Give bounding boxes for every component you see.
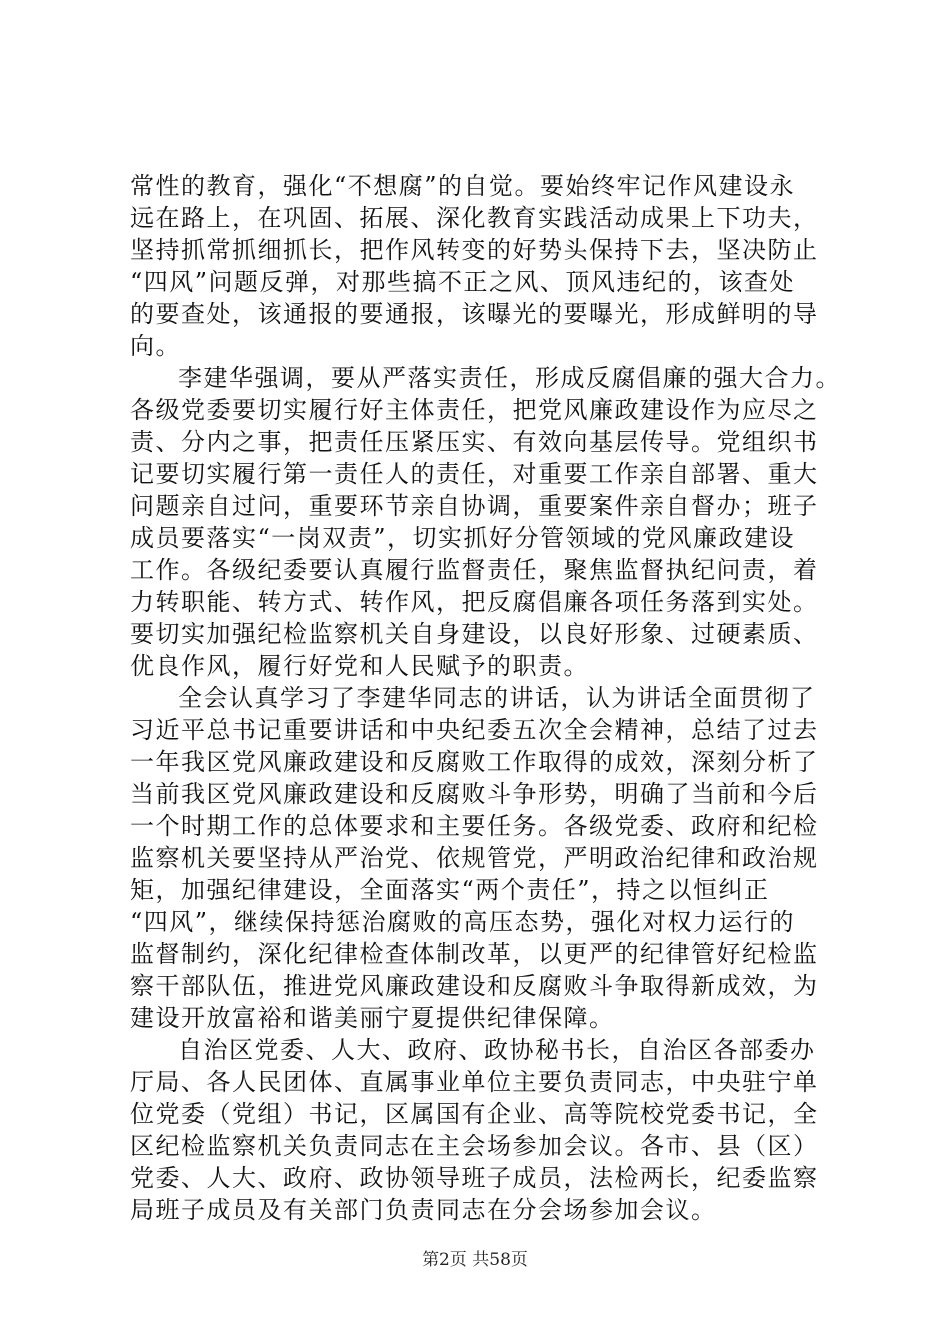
text-line: 监督制约，深化纪律检查体制改革，以更严的纪律管好纪检监 <box>130 940 819 968</box>
text-line: 各级党委要切实履行好主体责任，把党风廉政建设作为应尽之 <box>130 396 819 424</box>
text-line: 常性的教育，强化“不想腐”的自觉。要始终牢记作风建设永 <box>130 172 796 200</box>
page-number-footer: 第2页 共58页 <box>422 1250 528 1270</box>
text-line: 记要切实履行第一责任人的责任，对重要工作亲自部署、重大 <box>130 460 819 488</box>
text-line: 责、分内之事，把责任压紧压实、有效向基层传导。党组织书 <box>130 428 819 456</box>
text-line: 矩，加强纪律建设，全面落实“两个责任”，持之以恒纠正 <box>130 876 770 904</box>
document-body <box>130 170 841 1226</box>
text-line: “四风”，继续保持惩治腐败的高压态势，强化对权力运行的 <box>130 908 796 936</box>
text-line: 一个时期工作的总体要求和主要任务。各级党委、政府和纪检 <box>130 812 819 840</box>
paragraph-start-line: 全会认真学习了李建华同志的讲话，认为讲话全面贯彻了 <box>178 684 816 712</box>
text-line: 向。 <box>130 332 181 360</box>
text-line: “四风”问题反弹，对那些搞不正之风、顶风违纪的，该查处 <box>130 268 796 296</box>
text-line: 局班子成员及有关部门负责同志在分会场参加会议。 <box>130 1196 717 1224</box>
text-line: 的要查处，该通报的要通报，该曝光的要曝光，形成鲜明的导 <box>130 300 819 328</box>
text-line: 远在路上，在巩固、拓展、深化教育实践活动成果上下功夫， <box>130 204 819 232</box>
text-line: 察干部队伍，推进党风廉政建设和反腐败斗争取得新成效，为 <box>130 972 819 1000</box>
text-line: 要切实加强纪检监察机关自身建设，以良好形象、过硬素质、 <box>130 620 819 648</box>
paragraph-start-line: 李建华强调，要从严落实责任，形成反腐倡廉的强大合力。 <box>178 364 841 392</box>
text-line: 坚持抓常抓细抓长，把作风转变的好势头保持下去，坚决防止 <box>130 236 819 264</box>
text-line: 党委、人大、政府、政协领导班子成员，法检两长，纪委监察 <box>130 1164 819 1192</box>
text-line: 区纪检监察机关负责同志在主会场参加会议。各市、县（区） <box>130 1132 819 1160</box>
text-line: 一年我区党风廉政建设和反腐败工作取得的成效，深刻分析了 <box>130 748 819 776</box>
paragraph-start-line: 自治区党委、人大、政府、政协秘书长，自治区各部委办 <box>178 1036 816 1064</box>
text-line: 监察机关要坚持从严治党、依规管党，严明政治纪律和政治规 <box>130 844 819 872</box>
text-line: 建设开放富裕和谐美丽宁夏提供纪律保障。 <box>130 1004 615 1032</box>
text-line: 工作。各级纪委要认真履行监督责任，聚焦监督执纪问责，着 <box>130 556 819 584</box>
text-line: 当前我区党风廉政建设和反腐败斗争形势，明确了当前和今后 <box>130 780 819 808</box>
text-line: 位党委（党组）书记，区属国有企业、高等院校党委书记，全 <box>130 1100 819 1128</box>
text-line: 习近平总书记重要讲话和中央纪委五次全会精神，总结了过去 <box>130 716 819 744</box>
text-line: 问题亲自过问，重要环节亲自协调，重要案件亲自督办；班子 <box>130 492 819 520</box>
text-line: 力转职能、转方式、转作风，把反腐倡廉各项任务落到实处。 <box>130 588 819 616</box>
text-line: 成员要落实“一岗双责”，切实抓好分管领域的党风廉政建设 <box>130 524 796 552</box>
text-line: 厅局、各人民团体、直属事业单位主要负责同志，中央驻宁单 <box>130 1068 819 1096</box>
text-line: 优良作风，履行好党和人民赋予的职责。 <box>130 652 589 680</box>
